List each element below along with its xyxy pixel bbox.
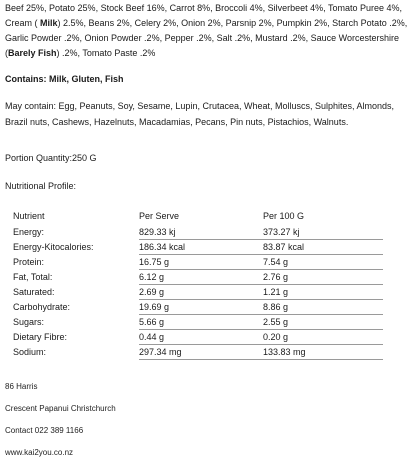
per-serve-value: 0.44 g [139, 330, 263, 345]
per-100g-value: 133.83 mg [263, 345, 383, 360]
header-per-serve: Per Serve [139, 211, 180, 221]
per-serve-value: 829.33 kj [139, 225, 263, 240]
ingredients-text [5, 0, 413, 61]
nutrient-name: Dietary Fibre: [13, 331, 68, 342]
nutrition-row [13, 225, 383, 240]
allergen-highlight: Barely Fish [8, 48, 57, 58]
nutrition-row [13, 330, 383, 345]
address-street: 86 Harris [5, 382, 38, 391]
nutrition-row [13, 315, 383, 330]
nutrition-row [13, 285, 383, 300]
allergen-highlight: Milk [37, 18, 58, 28]
ingredients-run: ) .2%, Tomato Paste .2% [56, 48, 156, 58]
header-nutrient: Nutrient [13, 211, 45, 221]
per-serve-value: 16.75 g [139, 255, 263, 270]
nutrient-name: Saturated: [13, 286, 55, 297]
nutrition-header-row [13, 209, 383, 225]
per-100g-value: 1.21 g [263, 285, 383, 300]
nutrient-name: Sodium: [13, 346, 47, 357]
nutrition-row [13, 240, 383, 255]
nutrition-row [13, 300, 383, 315]
per-serve-value: 297.34 mg [139, 345, 263, 360]
per-serve-value: 19.69 g [139, 300, 263, 315]
website-link[interactable]: www.kai2you.co.nz [5, 448, 74, 457]
per-100g-value: 2.55 g [263, 315, 383, 330]
nutrition-heading: Nutritional Profile: [5, 181, 77, 191]
per-100g-value: 0.20 g [263, 330, 383, 345]
per-100g-value: 373.27 kj [263, 225, 383, 240]
nutrition-row [13, 345, 383, 360]
portion-quantity: Portion Quantity:250 G [5, 153, 97, 163]
nutrient-name: Protein: [13, 256, 45, 267]
address-suburb-city: Crescent Papanui Christchurch [5, 404, 116, 413]
per-serve-value: 5.66 g [139, 315, 263, 330]
ingredients-run: ) 2.5%, Beans 2%, Celery 2%, Onion 2%, Parsnip 2%, Pumpkin 2%, Starch Potato .2%, Garlic Powder .2%, Onion Powder .2%, Pepper .2%, Salt .2%, Mustard .2%, Sauce Worcestershire ( [5, 18, 408, 58]
per-serve-value: 186.34 kcal [139, 240, 263, 255]
nutrient-name: Energy-Kitocalories: [13, 241, 94, 252]
nutrient-name: Sugars: [13, 316, 45, 327]
product-info-page [5, 0, 413, 458]
per-serve-value: 6.12 g [139, 270, 263, 285]
contact-phone: Contact 022 389 1166 [5, 426, 84, 435]
allergen-contains: Contains: Milk, Gluten, Fish [5, 74, 124, 84]
per-100g-value: 83.87 kcal [263, 240, 383, 255]
nutrition-row [13, 270, 383, 285]
allergen-may-contain: May contain: Egg, Peanuts, Soy, Sesame, Lupin, Crutacea, Wheat, Molluscs, Sulphites, Almonds, Brazil nuts, Cashews, Hazelnuts, Macadamias, Pecans, Pin nuts, Pistachios, Walnuts. [5, 101, 395, 127]
nutrient-name: Energy: [13, 227, 45, 237]
header-per-100g: Per 100 G [263, 211, 305, 221]
per-100g-value: 2.76 g [263, 270, 383, 285]
ingredients-run: Beef 25%, Potato 25%, Stock Beef 16%, Carrot 8%, Broccoli 4%, Silverbeet 4%, Tomato Puree 4%, Cream ( [5, 3, 403, 28]
per-100g-value: 8.86 g [263, 300, 383, 315]
per-100g-value: 7.54 g [263, 255, 383, 270]
nutrition-table [13, 209, 383, 360]
nutrient-name: Carbohydrate: [13, 301, 71, 312]
per-serve-value: 2.69 g [139, 285, 263, 300]
nutrient-name: Fat, Total: [13, 271, 53, 282]
nutrition-row [13, 255, 383, 270]
